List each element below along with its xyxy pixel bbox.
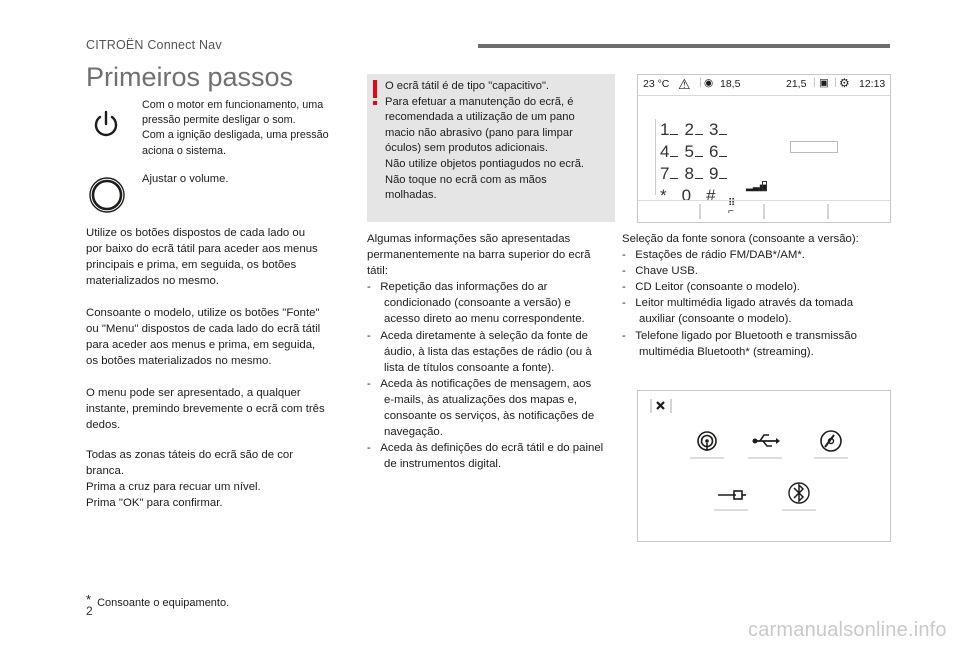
keypad-grid-icon[interactable]: ⠿ ⌐ bbox=[728, 198, 736, 217]
key-hash[interactable]: # bbox=[706, 186, 717, 205]
warning-exclamation-dot bbox=[373, 101, 377, 105]
footnote bbox=[86, 592, 229, 609]
close-icon[interactable] bbox=[650, 397, 672, 415]
touchscreen-source-select bbox=[637, 390, 891, 542]
temperature-mid[interactable]: 18,5 bbox=[720, 78, 741, 90]
footnote-text: Consoante o equipamento. bbox=[97, 597, 230, 609]
warning-box bbox=[367, 74, 615, 222]
aux-source-icon[interactable] bbox=[714, 481, 748, 511]
status-divider: | bbox=[813, 76, 816, 88]
list-item: - CD Leitor (consoante o modelo). bbox=[622, 281, 800, 294]
volume-knob-icon bbox=[88, 176, 126, 214]
paragraph-three-fingers: O menu pode ser apresentado, a qualquer instante, premindo brevemente o ecrã com três dedos. bbox=[86, 387, 325, 432]
paragraph-source-menu: Consoante o modelo, utilize os botões "Fonte" ou "Menu" dispostos de cada lado do ecrã tátil para aceder aos menus e prima, em seguida, os botões materializados no mesmo. bbox=[86, 307, 321, 368]
key-1[interactable]: 1 bbox=[660, 120, 671, 139]
key-4[interactable]: 4 bbox=[660, 142, 671, 161]
power-description: Com o motor em funcionamento, uma pressão permite desligar o som. Com a ignição desligada, uma pressão aciona o sistema. bbox=[142, 99, 329, 157]
key-9[interactable]: 9 bbox=[708, 164, 720, 183]
top-bar-info: Algumas informações são apresentadas permanentemente na barra superior do ecrã tátil: - Repetição das informações do ar condicionado (consoante a versão) e acesso direto ao menu correspondente. - Aceda diretamente à seleção da fonte de áudio, à lista das estações de rádio (ou à lista de títulos consoante a fonte). - Aceda às notificações de mensagem, aos e-mails, às atualizações dos mapas e, consoante os serviços, às notificações de navegação. - Aceda às definições do ecrã tátil e do painel de instrumentos digital. bbox=[367, 233, 604, 471]
list-item: - Aceda às definições do ecrã tátil e do painel bbox=[367, 442, 604, 455]
key-0[interactable]: 0 bbox=[681, 186, 693, 205]
bottom-bar bbox=[638, 200, 890, 224]
page-title: Primeiros passos bbox=[86, 62, 294, 92]
key-2[interactable]: 2 bbox=[684, 120, 695, 139]
header-rule bbox=[478, 44, 890, 48]
key-star[interactable]: * bbox=[660, 186, 668, 205]
settings-gear-icon[interactable]: ⚙ bbox=[839, 76, 850, 90]
status-bar bbox=[638, 75, 890, 96]
key-8[interactable]: 8 bbox=[684, 164, 695, 183]
footnote-star: * bbox=[86, 592, 92, 607]
list-item: - Chave USB. bbox=[622, 265, 698, 278]
cd-source-icon[interactable] bbox=[814, 429, 848, 459]
temperature-left[interactable]: 23 °C bbox=[643, 78, 670, 90]
bluetooth-source-icon[interactable] bbox=[782, 479, 816, 511]
power-icon bbox=[90, 108, 122, 140]
signal-strength-icon: ▂▃▅ bbox=[746, 181, 767, 191]
watermark: carmanualsonline.info bbox=[748, 619, 947, 641]
radio-source-icon[interactable]: ◉ bbox=[704, 77, 714, 89]
key-7[interactable]: 7 bbox=[660, 164, 671, 183]
phone-keypad bbox=[660, 119, 733, 207]
number-display-field[interactable] bbox=[790, 141, 838, 153]
status-divider: | bbox=[699, 76, 702, 88]
paragraph-touch-zones: Todas as zonas táteis do ecrã são de cor branca. Prima a cruz para recuar um nível. Prima "OK" para confirmar. bbox=[86, 449, 294, 510]
status-divider: | bbox=[834, 76, 837, 88]
page-number: 2 bbox=[86, 604, 93, 618]
temperature-right[interactable]: 21,5 bbox=[786, 78, 807, 90]
clock-time: 12:13 bbox=[859, 78, 886, 90]
battery-icon bbox=[762, 181, 767, 191]
radio-source-icon[interactable] bbox=[690, 429, 724, 459]
running-header: CITROËN Connect Nav bbox=[86, 38, 222, 52]
warning-exclamation-icon bbox=[373, 80, 377, 98]
key-3[interactable]: 3 bbox=[708, 120, 720, 139]
warning-text: O ecrã tátil é de tipo "capacitivo". Para efetuar a manutenção do ecrã, é recomendada a utilização de um pano macio não abrasivo (pano para limpar óculos) sem produtos adicionais. Não utilize objetos pontiagudos no ecrã. Não toque no ecrã com as mãos molhadas. bbox=[385, 80, 585, 202]
source-selection: Seleção da fonte sonora (consoante a versão): - Estações de rádio FM/DAB*/AM*. - Chave USB. - CD Leitor (consoante o modelo). - Leitor multimédia ligado através da tomada auxiliar (consoante o modelo). - Telefone ligado por Bluetooth e transmissão multimédia Bluetooth* (streaming). bbox=[622, 233, 859, 358]
list-item: - Aceda diretamente à seleção da fonte de bbox=[367, 329, 589, 342]
keypad-divider bbox=[655, 119, 656, 195]
list-item: - Telefone ligado por Bluetooth e transmissão bbox=[622, 329, 857, 342]
message-notification-icon[interactable]: ▣ bbox=[819, 77, 829, 89]
list-item: - Leitor multimédia ligado através da tomada bbox=[622, 297, 854, 310]
key-5[interactable]: 5 bbox=[684, 142, 695, 161]
volume-description: Ajustar o volume. bbox=[142, 173, 229, 185]
usb-source-icon[interactable] bbox=[748, 429, 782, 459]
warning-triangle-icon[interactable]: ⚠ bbox=[678, 76, 691, 92]
paragraph-buttons: Utilize os botões dispostos de cada lado ou por baixo do ecrã tátil para aceder aos menus principais e prima, em seguida, os botões materializados no mesmo. bbox=[86, 227, 318, 288]
touchscreen-keypad bbox=[637, 74, 891, 223]
key-6[interactable]: 6 bbox=[708, 142, 720, 161]
list-item: - Aceda às notificações de mensagem, aos bbox=[367, 377, 592, 390]
list-item: - Repetição das informações do ar bbox=[367, 281, 548, 294]
list-item: - Estações de rádio FM/DAB*/AM*. bbox=[622, 249, 805, 262]
